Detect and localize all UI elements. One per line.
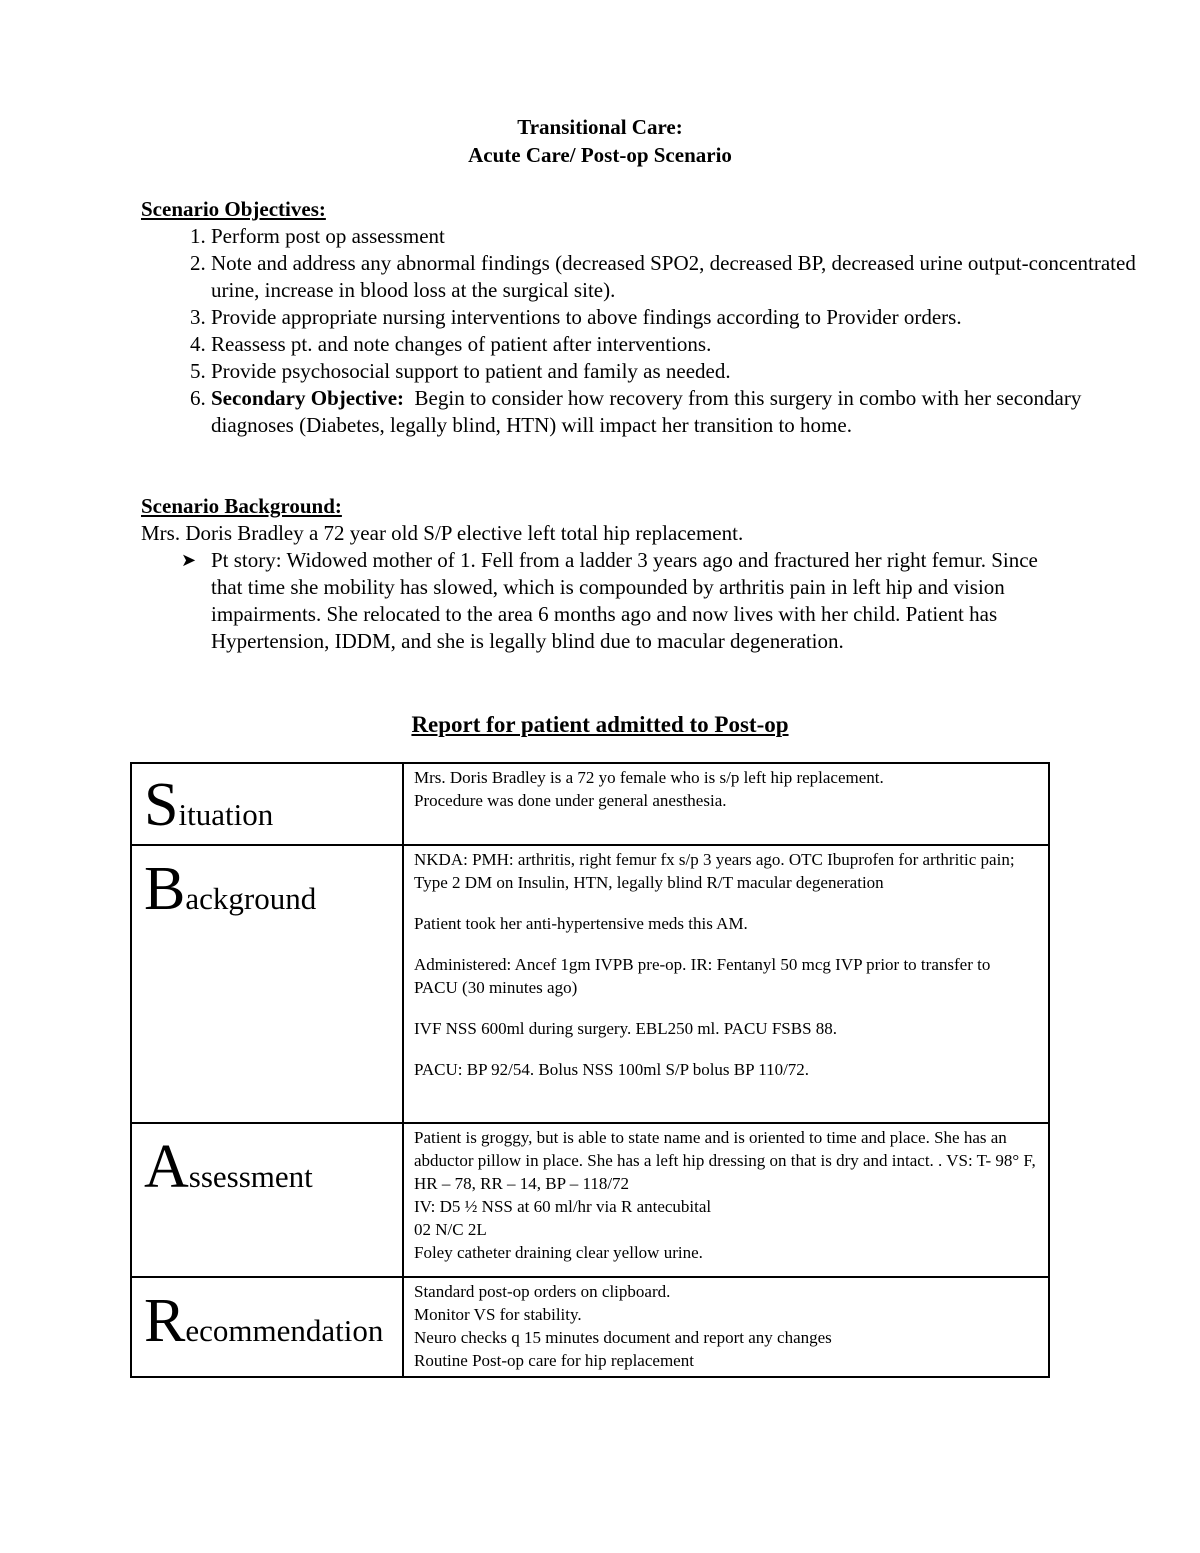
situation-content [403,763,1049,845]
background-intro: Mrs. Doris Bradley a 72 year old S/P elective left total hip replacement. [141,521,744,545]
situation-initial: S [144,771,179,839]
recommendation-line: Routine Post-op care for hip replacement [414,1351,694,1370]
table-row [131,1277,1049,1377]
assessment-label: ssessment [188,1159,313,1194]
recommendation-line: Standard post-op orders on clipboard. [414,1282,671,1301]
background-heading: Scenario Background: [141,494,342,518]
list-item: 5. Provide psychosocial support to patient and family as needed. [211,358,1141,385]
background-label-cell [131,845,403,1123]
background-paragraph: PACU: BP 92/54. Bolus NSS 100ml S/P bolus BP 110/72. [414,1060,810,1079]
situation-line: Procedure was done under general anesthesia. [414,791,727,810]
list-item: 2. Note and address any abnormal findings (decreased SPO2, decreased BP, decreased urine output-concentrated urine, increase in blood loss at the surgical site). [211,250,1141,304]
background-label: ackground [185,881,317,916]
secondary-objective-text: Begin to consider how recovery from this surgery in combo with her secondary diagnoses (Diabetes, legally blind, HTN) will impact her transition to home. [211,386,1082,437]
assessment-line: Patient is groggy, but is able to state name and is oriented to time and place. She has an abductor pillow in place. She has a left hip dressing on that is dry and intact. . VS: T- 98° F, HR – 78, RR – 14, BP – 118/72 [414,1128,1036,1193]
list-item-secondary [211,385,1141,439]
background-paragraph: NKDA: PMH: arthritis, right femur fx s/p 3 years ago. OTC Ibuprofen for arthritic pain; Type 2 DM on Insulin, HTN, legally blind R/T macular degeneration [414,850,1015,892]
background-content [403,845,1049,1123]
situation-label: ituation [178,797,274,832]
table-row [131,1123,1049,1277]
situation-line: Mrs. Doris Bradley is a 72 yo female who is s/p left hip replacement. [414,768,884,787]
document-title: Transitional Care: [517,115,683,139]
recommendation-initial: R [144,1287,186,1355]
objectives-list [141,223,1141,439]
background-paragraph: Administered: Ancef 1gm IVPB pre-op. IR: Fentanyl 50 mcg IVP prior to transfer to PACU (30 minutes ago) [414,955,991,997]
background-initial: B [144,855,186,923]
assessment-initial: A [144,1133,189,1201]
background-paragraph: Patient took her anti-hypertensive meds this AM. [414,914,748,933]
assessment-line: 02 N/C 2L [414,1220,487,1239]
recommendation-content [403,1277,1049,1377]
assessment-line: Foley catheter draining clear yellow urine. [414,1243,703,1262]
objectives-heading: Scenario Objectives: [141,197,326,221]
patient-story [181,547,1061,655]
document-subtitle: Acute Care/ Post-op Scenario [468,143,732,167]
situation-label-cell [131,763,403,845]
sbar-table [130,762,1050,1378]
recommendation-label-cell [131,1277,403,1377]
table-row [131,845,1049,1123]
arrow-bullet-icon: ➤ [181,550,197,570]
list-item: 3. Provide appropriate nursing interventions to above findings according to Provider orders. [211,304,1141,331]
recommendation-line: Monitor VS for stability. [414,1305,582,1324]
assessment-content [403,1123,1049,1277]
assessment-line: IV: D5 ½ NSS at 60 ml/hr via R antecubital [414,1197,712,1216]
recommendation-line: Neuro checks q 15 minutes document and report any changes [414,1328,832,1347]
table-row [131,763,1049,845]
patient-story-text: Pt story: Widowed mother of 1. Fell from a ladder 3 years ago and fractured her right femur. Since that time she mobility has slowed, which is compounded by arthritis pain in left hip and vision impairments. She relocated to the area 6 months ago and now lives with her child. Patient has Hypertension, IDDM, and she is legally blind due to macular degeneration. [211,548,1038,653]
background-paragraph: IVF NSS 600ml during surgery. EBL250 ml. PACU FSBS 88. [414,1019,838,1038]
assessment-label-cell [131,1123,403,1277]
list-item: 1. Perform post op assessment [211,223,1141,250]
secondary-objective-label: Secondary Objective: [211,386,405,410]
list-item: 4. Reassess pt. and note changes of patient after interventions. [211,331,1141,358]
recommendation-label: ecommendation [185,1313,384,1348]
report-title: Report for patient admitted to Post-op [411,712,789,737]
